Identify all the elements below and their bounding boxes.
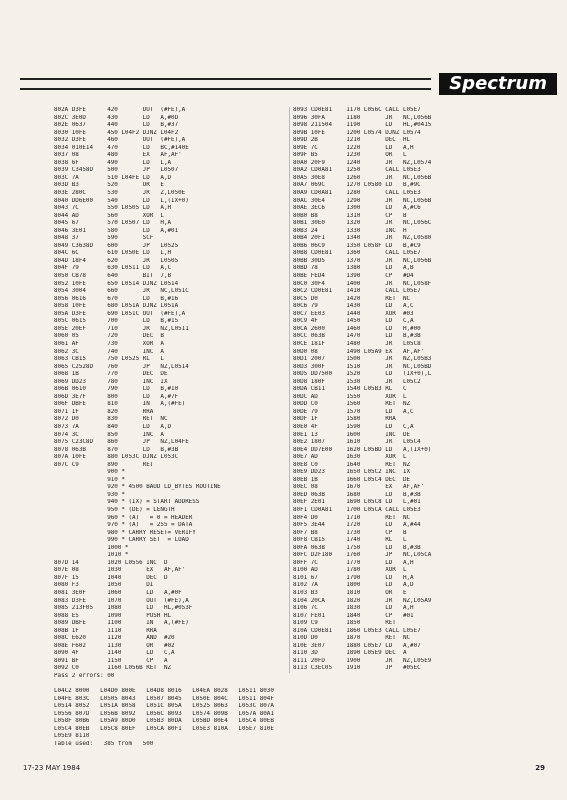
listing-line: 8037 08 480 EX AF,AF': [54, 152, 182, 159]
listing-line: 80A0 20F9 1240 JR NZ,L0574: [293, 159, 432, 166]
listing-line: 804C 6C 610 L050E LD L,H: [54, 250, 172, 257]
listing-line: 8061 AF 730 XOR A: [54, 340, 164, 347]
listing-line: 8058 10FE 680 L051A DJNZ L051A: [54, 303, 179, 310]
listing-line: 980 * CARRY RESET= VERIFY: [54, 529, 196, 536]
listing-line: 8093 CD0E81 1170 L056C CALL L05E7: [293, 107, 421, 113]
listing-line: 804F 79 630 L0511 LD A,C: [54, 265, 172, 272]
listing-line: Table used: 385 from 500: [54, 740, 154, 747]
listing-line: 80CE 181F 1480 JR L05C8: [293, 340, 421, 347]
listing-line: 80C9 4F 1450 LD C,A: [293, 318, 414, 325]
listing-line: 80C5 D0 1420 RET NC: [293, 295, 411, 302]
listing-line: 805C 0615 700 LD B,#15: [54, 318, 179, 325]
listing-line: 8106 7C 1830 LD A,H: [293, 605, 414, 612]
listing-line: 802A D3FE 420 OUT (#FE),A: [54, 107, 186, 113]
listing-line: 807A 10FE 880 L053C DJNZ L053C: [54, 454, 179, 461]
listing-line: 80A2 CD0A81 1250 CALL L05E3: [293, 167, 421, 174]
listing-line: 8038 6F 490 LD L,A: [54, 159, 172, 166]
listing-line: 8113 C3EC05 1910 JP #05EC: [293, 665, 421, 672]
listing-line: 80EB 1B 1660 L05C4 DEC DE: [293, 476, 411, 483]
listing-line: 806B 0610 790 LD B,#10: [54, 386, 179, 393]
listing-line: 805E 20EF 710 JR NZ,L0511: [54, 325, 189, 332]
listing-line: 80AC 30E4 1290 JR NC,L056B: [293, 197, 432, 204]
listing-line: 806F DBFE 810 IN A,(#FE): [54, 401, 186, 408]
listing-line: 802E 0637 440 LD B,#37: [54, 122, 179, 129]
listing-line: 8039 C3458D 500 JP L0507: [54, 167, 179, 174]
listing-line: 80DE 79 1570 LD A,C: [293, 408, 414, 415]
listing-line: L04FE 803C L0505 8043 L0507 8045 L050E 804C L0511 804F: [54, 695, 274, 702]
listing-line: 950 * (DE) = LENGTH: [54, 506, 175, 513]
listing-line: 80BD 78 1380 LD A,B: [293, 265, 414, 272]
listing-line: 8083 D3FE 1070 OUT (#FE),A: [54, 597, 189, 604]
listing-line: 80FA 063B 1750 LD B,#3B: [293, 544, 421, 551]
listing-line: 8092 C0 1160 L056B RET NZ: [54, 665, 172, 672]
listing-line: 807C C9 890 RET: [54, 461, 154, 468]
listing-line: 8032 D3FE 460 OUT (#FE),A: [54, 137, 186, 144]
listing-line: 8071 1F 820 RRA: [54, 408, 154, 415]
listing-line: L0556 807D L056B 8092 L056C 8093 L0574 809B L057A 80A1: [54, 710, 274, 717]
listing-line: 806D 3E7F 800 LD A,#7F: [54, 393, 179, 400]
listing-line: 80E1 13 1600 INC DE: [293, 431, 411, 438]
listing-line: 8088 E5 1090 PUSH HL: [54, 612, 172, 619]
listing-line: 8075 C23C8D 860 JP NZ,L04FE: [54, 439, 189, 446]
listing-line: 8102 7A 1800 LD A,D: [293, 582, 414, 589]
listing-line: 8090 4F 1140 LD C,A: [54, 650, 175, 657]
listing-line: 803D B3 520 OR E: [54, 182, 164, 189]
listing-line: 8111 20FD 1900 JR NZ,L05E9: [293, 657, 432, 664]
listing-line: 80D8 180F 1530 JR L05C2: [293, 378, 421, 385]
listing-line: 807E 08 1030 EX AF,AF': [54, 567, 186, 574]
listing-line: 810E 3E07 1880 L05E7 LD A,#07: [293, 642, 421, 649]
listing-line: 80B3 24 1330 INC H: [293, 227, 407, 234]
page-footer: [0, 762, 567, 776]
listing-line: 910 *: [54, 476, 125, 483]
listing-line: 804D 18F4 620 JR L0505: [54, 257, 179, 264]
listing-line: 8050 CB78 640 BIT 7,B: [54, 273, 172, 280]
listing-line: 8034 010E14 470 LD BC,#140E: [54, 144, 189, 151]
listing-line: 80ED 063B 1680 LD B,#3B: [293, 491, 421, 498]
listing-line: 8101 67 1790 LD H,A: [293, 574, 414, 581]
listing-line: L058F 80B6 L05A9 80D0 L05B3 80DA L05BD 80E4 L05C4 80EB: [54, 718, 274, 725]
listing-line: 900 *: [54, 469, 125, 476]
listing-line: 8080 F3 1050 DI: [54, 582, 154, 589]
listing-line: 803C 7A 510 L04FE LD A,D: [54, 174, 172, 181]
listing-line: 80B4 20F1 1340 JR NZ,L0580: [293, 235, 432, 242]
listing-line: 80B1 30E0 1320 JR NC,L056C: [293, 220, 432, 227]
listing-line: 80EF 2E01 1690 L05C8 LD L,#01: [293, 499, 421, 506]
listing-left-column: [54, 107, 294, 748]
issue-date: 17-23 MAY 1984: [23, 764, 81, 772]
listing-line: 802C 3E0D 430 LD A,#0D: [54, 114, 179, 121]
listing-line: 8045 67 570 L0507 LD H,A: [54, 220, 172, 227]
listing-line: 8091 BF 1150 CP A: [54, 657, 168, 664]
listing-line: 8072 D0 830 RET NC: [54, 416, 168, 423]
listing-line: 8069 DD23 780 INC IX: [54, 378, 168, 385]
column-divider: [289, 107, 290, 673]
listing-line: L05C4 80EB L05C8 80EF L05CA 80F1 L05E3 810A L05E7 810E: [54, 725, 274, 732]
listing-line: 80A5 30E8 1260 JR NC,L056B: [293, 174, 432, 181]
listing-line: 803E 280C 530 JR Z,L050E: [54, 190, 186, 197]
listing-line: 807F 15 1040 DEC D: [54, 574, 168, 581]
listing-line: 920 * 4500 BAUD LD_BYTES ROUTINE: [54, 484, 221, 491]
listing-line: 80AE 3EC6 1300 LD A,#C6: [293, 205, 421, 212]
listing-line: 8046 3E01 580 LD A,#01: [54, 227, 179, 234]
listing-line: 8085 213F05 1080 LD HL,#053F: [54, 605, 193, 612]
listing-line: 809E 7C 1220 LD A,H: [293, 144, 414, 151]
listing-line: 80D3 300F 1510 JR NC,L05BD: [293, 363, 432, 370]
listing-line: 960 * (A) = 0 = HEADER: [54, 514, 193, 521]
listing-line: L05E9 8110: [54, 733, 90, 740]
listing-line: 80CA 2600 1460 LD H,#00: [293, 325, 421, 332]
listing-line: 80F4 D0 1710 RET NC: [293, 514, 411, 521]
listing-line: 8109 C9 1850 RET: [293, 620, 396, 627]
listing-line: 8100 AD 1780 XOR L: [293, 567, 407, 574]
listing-line: 80B8 CD0E81 1360 CALL L05E7: [293, 250, 421, 257]
listing-line: 80F5 3E44 1720 LD A,#44: [293, 522, 421, 529]
listing-line: 80E4 DD7E00 1620 L05BD LD A,(IX+0): [293, 446, 432, 453]
listing-line: 80A7 069C 1270 L0580 LD B,#9C: [293, 182, 421, 189]
listing-line: 80F7 B8 1730 CP B: [293, 529, 407, 536]
listing-line: 80CC 063B 1470 LD B,#3B: [293, 333, 421, 340]
listing-line: 8078 063B 870 LD B,#3B: [54, 446, 179, 453]
listing-line: 80F8 CB15 1740 RL L: [293, 537, 407, 544]
listing-line: 80C0 30F4 1400 JR NC,L058F: [293, 280, 432, 287]
listing-line: 80C6 79 1430 LD A,C: [293, 303, 414, 310]
listing-line: 80E8 C0 1640 RET NZ: [293, 461, 411, 468]
listing-line: 8107 FE01 1840 CP #01: [293, 612, 414, 619]
listing-line: 8063 CB15 750 L0525 RL L: [54, 356, 164, 363]
listing-line: 80DD C0 1560 RET NZ: [293, 401, 411, 408]
listing-line: 809D 2B 1210 DEC HL: [293, 137, 411, 144]
listing-line: L0514 8052 L051A 8058 L051C 805A L0525 8063 L053C 807A: [54, 703, 274, 710]
listing-line: 8030 10FE 450 L04F2 DJNZ L04F2: [54, 129, 179, 136]
listing-line: [54, 681, 294, 689]
listing-line: 80F1 CD0A81 1700 L05CA CALL L05E3: [293, 506, 421, 513]
listing-line: 8052 10FE 650 L0514 DJNZ L0514: [54, 280, 179, 287]
listing-line: 990 * CARRY SET = LOAD: [54, 537, 189, 544]
listing-line: 80DA CB11 1540 L05B3 RL C: [293, 386, 407, 393]
listing-right-column: [293, 107, 538, 673]
listing-line: 8068 1B 770 DEC DE: [54, 371, 168, 378]
listing-line: 809B 10FE 1200 L0574 DJNZ L0574: [293, 129, 421, 136]
listing-line: L04C2 8000 L04D0 800E L04D8 8016 L04EA 8028 L0511 8030: [54, 688, 274, 695]
header-rule: [20, 78, 431, 90]
listing-line: 1010 *: [54, 552, 129, 559]
listing-line: 80FC D2F180 1760 JP NC,L05CA: [293, 552, 432, 559]
listing-line: 80FF 7C 1770 LD A,H: [293, 559, 414, 566]
listing-line: 8065 C2528D 760 JP NZ,L0514: [54, 363, 189, 370]
listing-line: Pass 2 errors: 00: [54, 673, 115, 680]
section-header: [0, 73, 567, 95]
listing-line: 80A9 CD0A81 1280 CALL L05E3: [293, 190, 421, 197]
listing-line: 80BE FED4 1390 CP #D4: [293, 273, 414, 280]
listing-line: 8096 30FA 1180 JR NC,L056B: [293, 114, 432, 121]
listing-line: 8074 3C 850 INC A: [54, 431, 164, 438]
listing-line: 930 *: [54, 491, 125, 498]
section-title: Spectrum: [439, 73, 557, 95]
listing-line: 80C7 EE03 1440 XOR #03: [293, 310, 414, 317]
listing-line: 80E0 4F 1590 LD C,A: [293, 423, 414, 430]
page-number: 29: [535, 764, 545, 772]
listing-line: 80C2 CD0E81 1410 CALL L05E7: [293, 288, 421, 295]
listing-line: 805A D3FE 690 L051C OUT (#FE),A: [54, 310, 186, 317]
listing-line: 80B6 06C9 1350 L058F LD B,#C9: [293, 242, 421, 249]
listing-line: 80EC 08 1670 EX AF,AF': [293, 484, 425, 491]
listing-line: 80D5 DD7500 1520 LD (IX+0),L: [293, 371, 432, 378]
listing-line: 8104 20CA 1820 JR NZ,L05A9: [293, 597, 432, 604]
listing-line: 8081 3E0F 1060 LD A,#0F: [54, 590, 182, 596]
listing-line: 808C E620 1120 AND #20: [54, 635, 175, 642]
listing-line: 807D 14 1020 L0556 INC D: [54, 559, 168, 566]
listing-line: 8073 7A 840 LD A,D: [54, 423, 172, 430]
listing-line: 80D1 2007 1500 JR NZ,L05B3: [293, 356, 432, 363]
listing-line: 80B0 B8 1310 CP B: [293, 212, 407, 219]
listing-line: 80E9 DD23 1650 L05C2 INC IX: [293, 469, 411, 476]
listing-line: 810A CD0E81 1860 L05E3 CALL L05E7: [293, 627, 421, 634]
listing-line: 80D0 08 1490 L05A9 EX AF,AF': [293, 348, 425, 355]
listing-line: 8103 B3 1810 OR E: [293, 590, 407, 596]
listing-line: 8043 7C 550 L0505 LD A,H: [54, 205, 172, 212]
listing-line: 8056 0616 670 LD B,#16: [54, 295, 179, 302]
listing-line: 8089 DBFE 1100 IN A,(#FE): [54, 620, 189, 627]
listing-line: 8049 C3638D 600 JP L0525: [54, 242, 179, 249]
listing-line: 809F B5 1230 OR L: [293, 152, 407, 159]
listing-line: 8040 DD6E00 540 LD L,(IX+0): [54, 197, 189, 204]
listing-line: 80BB 30D5 1370 JR NC,L056B: [293, 257, 432, 264]
listing-line: 80DF 1F 1580 RRA: [293, 416, 396, 423]
listing-line: 80E7 AD 1630 XOR L: [293, 454, 407, 461]
listing-line: 8110 3D 1890 L05E9 DEC A: [293, 650, 407, 657]
listing-line: 940 * (IX) = START ADDRESS: [54, 499, 200, 506]
listing-line: 80DC AD 1550 XOR L: [293, 393, 407, 400]
listing-line: 808B 1F 1110 RRA: [54, 627, 157, 634]
listing-line: 970 * (A) = 255 = DATA: [54, 522, 193, 529]
listing-line: 808E F602 1130 OR #02: [54, 642, 175, 649]
listing-line: 1000 *: [54, 544, 129, 551]
listing-line: 8098 211504 1190 LD HL,#0415: [293, 122, 432, 129]
listing-line: 810D D0 1870 RET NC: [293, 635, 411, 642]
listing-line: 8060 05 720 DEC B: [54, 333, 164, 340]
listing-line: 8048 37 590 SCF: [54, 235, 154, 242]
listing-line: 8054 3004 660 JR NC,L051C: [54, 288, 189, 295]
listing-line: 80E2 1807 1610 JR L05C4: [293, 439, 421, 446]
listing-line: 8062 3C 740 INC A: [54, 348, 164, 355]
listing-line: 8044 AD 560 XOR L: [54, 212, 164, 219]
